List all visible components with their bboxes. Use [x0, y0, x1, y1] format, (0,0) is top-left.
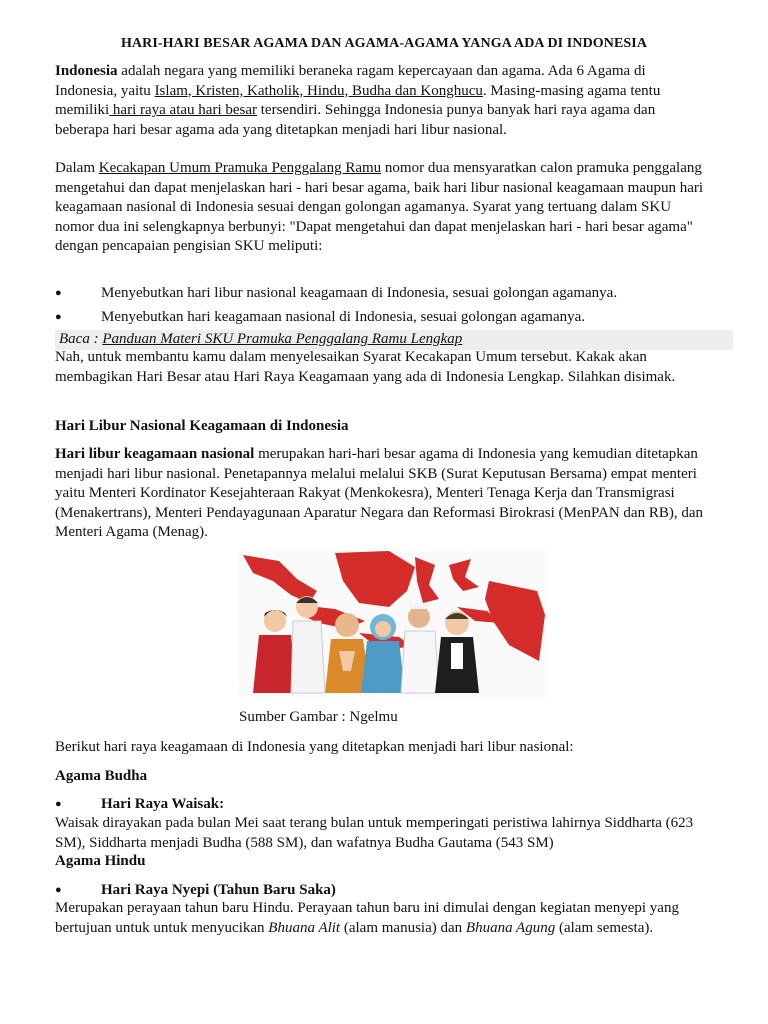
bullet-icon: ● [55, 311, 62, 323]
baca-link[interactable]: Panduan Materi SKU Pramuka Penggalang Ramu Lengkap [102, 331, 463, 347]
list-item-text: Menyebutkan hari keagamaan nasional di Indonesia, sesuai golongan agamanya. [101, 309, 586, 325]
nyepi-description [55, 899, 725, 938]
text-line: membagikan Hari Besar atau Hari Raya Keagamaan yang ada di Indonesia Lengkap. Silahkan disimak. [55, 368, 676, 385]
list-item-text: Hari Raya Nyepi (Tahun Baru Saka) [101, 882, 336, 898]
text-line: menjadi hari libur nasional. Penetapannya melalui melalui SKB (Surat Keputusan Bersama) empat menteri [55, 465, 697, 482]
definition-bold-lead: Hari libur keagamaan nasional [55, 446, 255, 462]
image-caption: Sumber Gambar : Ngelmu [239, 709, 398, 725]
baca-prefix: Baca : [59, 331, 103, 347]
religions-illustration [239, 551, 547, 697]
italic-term: Bhuana Agung [465, 919, 556, 936]
text-line: yaitu Menteri Kordinator Kesejahteraan Rakyat (Menkokesra), Menteri Tenaga Kerja dan Transmigrasi [55, 485, 675, 501]
religions-link[interactable]: Islam, Kristen, Katholik, Hindu, Budha dan Konghucu [154, 82, 483, 99]
text-line: dengan pencapaian pengisian SKU meliputi: [55, 238, 323, 254]
text-span: adalah negara yang memiliki beraneka ragam kepercayaan dan agama. Ada 6 Agama di [117, 63, 646, 79]
hari-raya-link[interactable]: hari raya atau hari besar [109, 102, 258, 118]
baca-callout [55, 330, 733, 350]
text-span: . Masing-masing agama tentu [482, 82, 661, 99]
text-span: (alam manusia) dan [340, 919, 466, 936]
text-line: SM), Siddharta menjadi Budha (588 SM), dan wafatnya Budha Gautama (543 SM) [55, 834, 554, 851]
budha-heading: Agama Budha [55, 768, 148, 784]
list-item-text: Hari Raya Waisak: [101, 796, 225, 812]
text-line: Nah, untuk membantu kamu dalam menyelesaikan Syarat Kecakapan Umum tersebut. Kakak akan [55, 349, 647, 365]
text-line: keagamaan nasional di Indonesia sesuai dengan golongan agamanya. Syarat yang tertuang dalam SKU [55, 199, 672, 215]
illustration-svg [239, 551, 547, 697]
sku-paragraph [55, 159, 725, 257]
text-line: Menteri Agama (Menag). [55, 524, 208, 540]
holiday-definition-paragraph [55, 445, 725, 543]
text-line: Waisak dirayakan pada bulan Mei saat terang bulan untuk memperingati peristiwa lahirnya Siddharta (623 [55, 815, 694, 831]
hindu-heading: Agama Hindu [55, 853, 146, 869]
text-line: beberapa hari besar agama ada yang ditetapkan menjadi hari libur nasional. [55, 121, 507, 138]
list-item-text: Menyebutkan hari libur nasional keagamaan di Indonesia, sesuai golongan agamanya. [101, 285, 618, 301]
waisak-description [55, 814, 725, 853]
sku-link[interactable]: Kecakapan Umum Pramuka Penggalang Ramu [98, 160, 382, 176]
holiday-list-intro: Berikut hari raya keagamaan di Indonesia yang ditetapkan menjadi hari libur nasional: [55, 739, 574, 755]
section-heading: Hari Libur Nasional Keagamaan di Indonesia [55, 418, 349, 434]
text-span: memiliki [55, 102, 110, 118]
document-title: HARI-HARI BESAR AGAMA DAN AGAMA-AGAMA YANGA ADA DI INDONESIA [120, 36, 648, 51]
text-line: mengetahui dan dapat menjelaskan hari - hari besar agama, baik hari libur nasional keagamaan maupun hari [55, 179, 704, 196]
text-span: (alam semesta). [555, 919, 654, 936]
intro-closing-paragraph [55, 348, 725, 387]
text-line: Merupakan perayaan tahun baru Hindu. Perayaan tahun baru ini dimulai dengan kegiatan menyepi yang [55, 900, 679, 916]
italic-term: Bhuana Alit [268, 919, 341, 936]
text-span: Indonesia, yaitu [55, 82, 155, 99]
text-span: Dalam [55, 160, 99, 176]
bullet-icon: ● [55, 798, 62, 810]
bullet-icon: ● [55, 884, 62, 896]
text-line: nomor dua ini selengkapnya berbunyi: "Dapat mengetahui dan dapat menjelaskan hari - hari besar agama" [55, 218, 693, 235]
intro-paragraph [55, 62, 725, 140]
text-line: (Menakertrans), Menteri Pendayagunaan Aparatur Negara dan Reformasi Birokrasi (MenPAN dan RB), dan [55, 504, 704, 521]
text-span: tersendiri. Sehingga Indonesia punya banyak hari raya agama dan [257, 102, 656, 118]
text-span: bertujuan untuk untuk menyucikan [55, 919, 269, 936]
bullet-icon: ● [55, 287, 62, 299]
text-span: nomor dua mensyaratkan calon pramuka penggalang [381, 160, 702, 176]
text-span: merupakan hari-hari besar agama di Indonesia yang kemudian ditetapkan [254, 446, 698, 462]
intro-bold-lead: Indonesia [55, 63, 118, 79]
